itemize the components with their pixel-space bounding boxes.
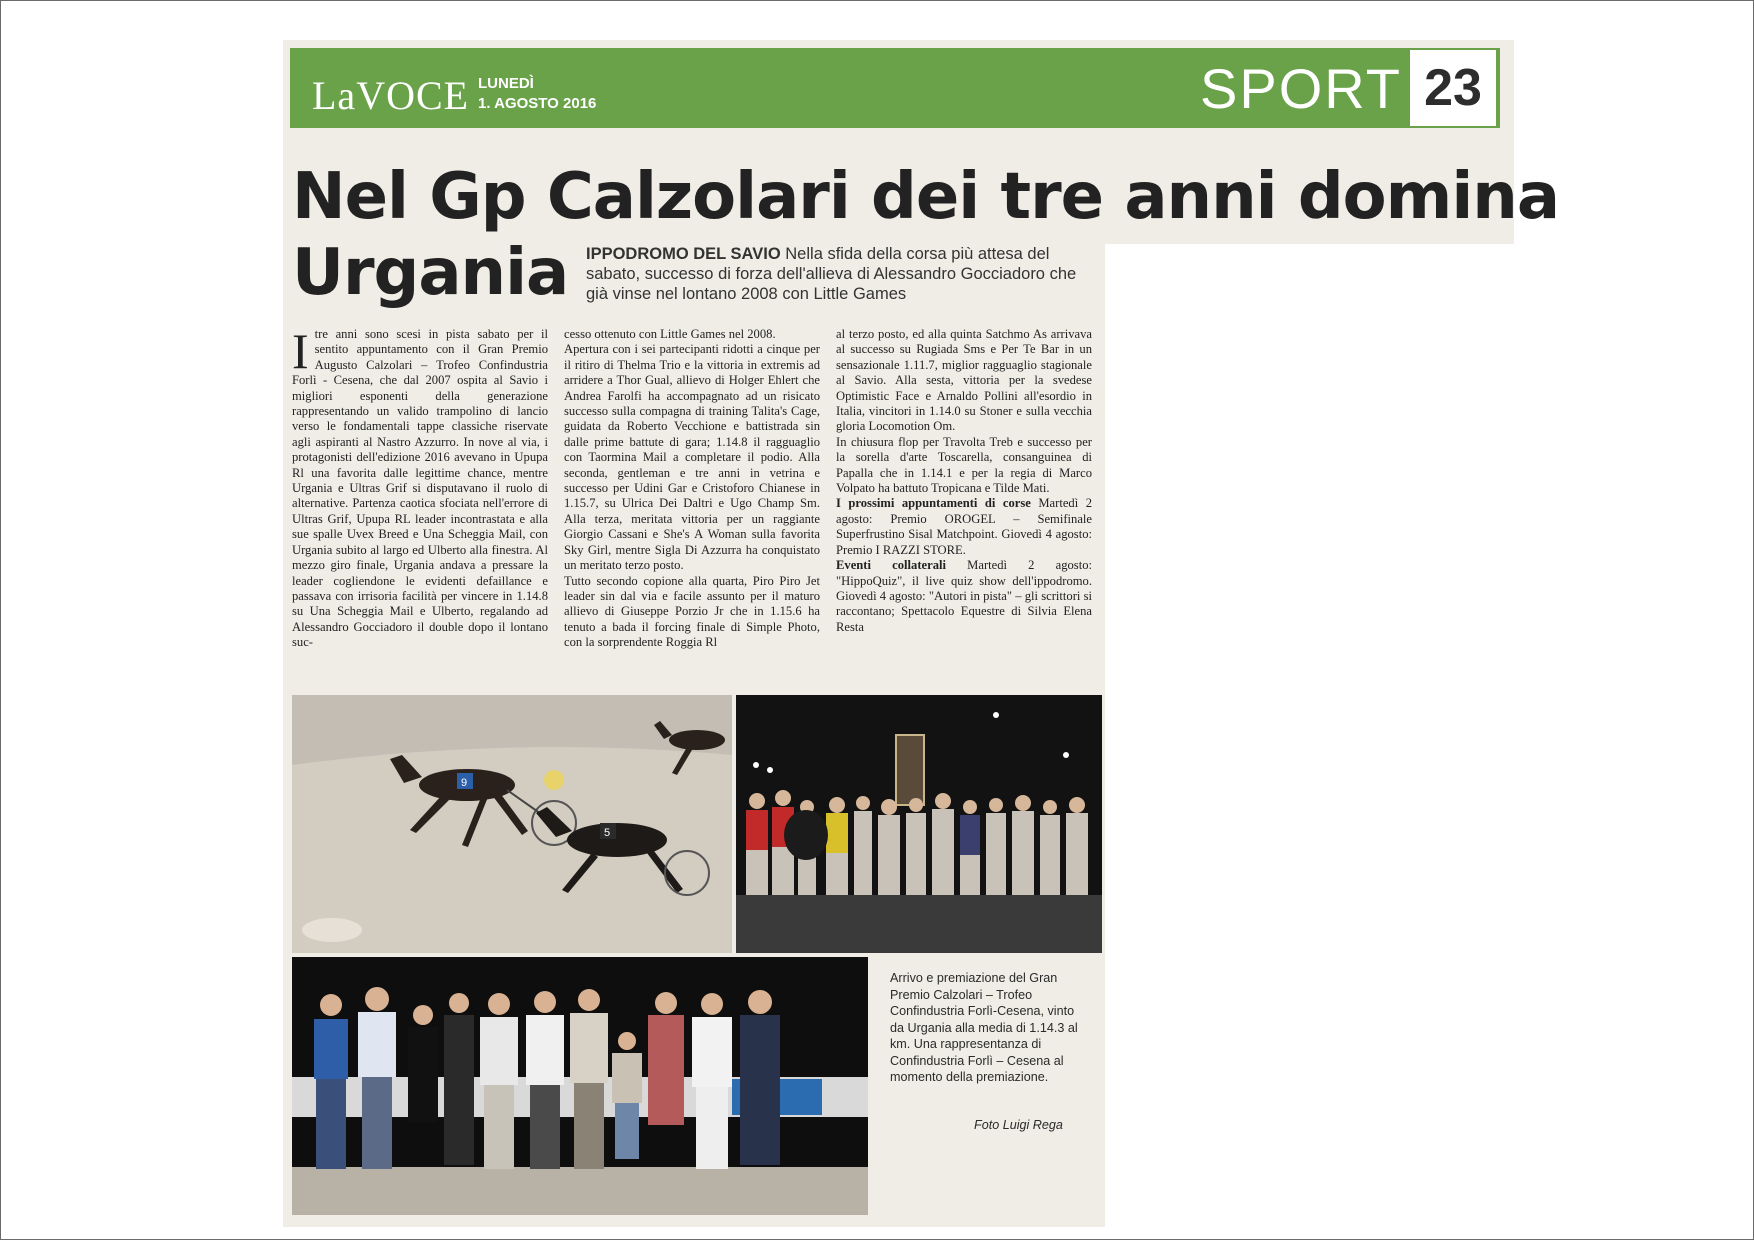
horse-number-9: 9 — [461, 777, 468, 789]
group-illustration — [292, 957, 868, 1215]
group-photo — [292, 957, 868, 1215]
column-2-paragraph: Apertura con i sei partecipanti ridotti a cinque per il ritiro di Thelma Trio e la vittoria in extremis ad arridere a Thor Gual, allievo di Holger Ehlert che Andrea Farolfi ha accompagnato ad un risicato successo sulla compagna di training Talita's Cage, guidata da Roberto Vecchione e battistrada sin dalle prime battute di gara; 1.14.8 il ragguaglio con Taormina Mail a completare il podio. Alla seconda, gentleman e tre anni in vetrina e successo per Udini Gar e Cristoforo Chianese in 1.15.7, su Ulrica Dei Daltri e Ugo Champ Sm. Alla terza, meritata vittoria per un raggiante Giorgio Cassani e She's A Woman sulla favorita Sky Girl, mentre Sigla Di Azzurra ha conquistato un meritato terzo posto. — [564, 342, 820, 573]
headline-line-1: Nel Gp Calzolari dei tre anni domina — [292, 160, 1559, 234]
horse-number-5: 5 — [604, 827, 611, 839]
headline-line-2: Urgania — [292, 236, 569, 310]
issue-day: LUNEDÌ — [478, 75, 534, 92]
race-illustration — [292, 695, 732, 953]
events-text: Martedì 2 agosto: "HippoQuiz", il live quiz show dell'ippodromo. Giovedì 4 agosto: "Autori in pista" – gli scrittori si raccontano; Spettacolo Equestre di Silvia Elena Resta — [836, 558, 1093, 634]
column-3-paragraph — [836, 558, 1092, 635]
issue-date-text: 1. AGOSTO 2016 — [478, 95, 597, 112]
article-column-1 — [292, 323, 548, 651]
column-3-paragraph — [836, 496, 1092, 558]
race-photo — [292, 695, 732, 953]
appointments-label: I prossimi appuntamenti di corse — [836, 496, 1031, 511]
section-title: SPORT — [1200, 57, 1402, 120]
newspaper-logo: LaVOCE — [312, 73, 470, 118]
kicker — [586, 244, 1096, 304]
dropcap: I — [292, 323, 309, 379]
kicker-text: Nella sfida della corsa più attesa del sabato, successo di forza dell'allieva di Alessandro Gocciadoro che già vinse nel lontano 2008 con Little Games — [586, 245, 1077, 303]
photo-credit: Foto Luigi Rega — [974, 1118, 1063, 1132]
ceremony-illustration — [736, 695, 1102, 953]
article-column-2 — [564, 327, 820, 651]
column-3-paragraph: In chiusura flop per Travolta Treb e successo per la sorella d'arte Toscarella, consanguinea di Papalla che in 1.14.1 e per la regia di Marco Volpato ha battuto Tropicana e Tilde Mati. — [836, 434, 1092, 496]
award-ceremony-photo — [736, 695, 1102, 953]
appointments-text: Martedì 2 agosto: Premio OROGEL – Semifinale Superfrustino Sisal Matchpoint. Giovedì 4 agosto: Premio I RAZZI STORE. — [836, 496, 1093, 557]
kicker-label: IPPODROMO DEL SAVIO — [586, 245, 781, 263]
events-label: Eventi collaterali — [836, 558, 946, 573]
photo-caption: Arrivo e premiazione del Gran Premio Calzolari – Trofeo Confindustria Forlì-Cesena, vinto da Urgania alla media di 1.14.3 al km. Una rappresentanza di Confindustria Forlì – Cesena al momento della premiazione. — [890, 971, 1078, 1084]
column-2-paragraph: Tutto secondo copione alla quarta, Piro Piro Jet leader sin dal via e facile assunto per il maturo allievo di Giuseppe Porzio Jr che in 1.15.6 ha tenuto a bada il forcing finale di Simple Photo, con la sorprendente Roggia Rl — [564, 573, 820, 650]
column-2-paragraph: cesso ottenuto con Little Games nel 2008. — [564, 327, 776, 341]
issue-date — [478, 74, 618, 114]
column-1-text: tre anni sono scesi in pista sabato per il sentito appuntamento con il Gran Premio Augusto Calzolari – Trofeo Confindustria Forlì - Cesena, che dal 2007 ospita al Savio i migliori esponenti della generazione rappresentando un valido trampolino di lancio verso le fondamentali tappe classiche riservate agli aspiranti al Nastro Azzurro. In nove al via, i protagonisti dell'edizione 2016 avevano in Upupa Rl una favorita dalle legittime chance, mentre Urgania e Ultras Grif si disputavano il ruolo di alternative. Partenza caotica sfociata nell'errore di Ultras Grif, Upupa RL leader incontrastata e alla sue spalle Uvex Breed e Una Scheggia Mail, con Urgania subito al largo ed Ulberto alla finestra. Al mezzo giro finale, Urgania andava a pressare la leader cogliendone le evidenti defaillance e passava con irrisoria facilità per vincere in 1.14.8 su Una Scheggia Mail e Ulberto, regalando ad Alessandro Gocciadoro il double dopo il lontano suc- — [292, 327, 548, 650]
page-number: 23 — [1410, 50, 1496, 126]
article-column-3 — [836, 327, 1092, 635]
column-3-paragraph: al terzo posto, ed alla quinta Satchmo As arrivava al successo su Rugiada Sms e Per Te Bar in un sensazionale 1.11.7, miglior ragguaglio stagionale al Savio. Alla sesta, vittoria per la svedese Optimistic Face e Arnaldo Pollini all'esordio in Italia, vincitori in 1.14.0 su Stoner e sulla vecchia gloria Locomotion Om. — [836, 327, 1092, 434]
